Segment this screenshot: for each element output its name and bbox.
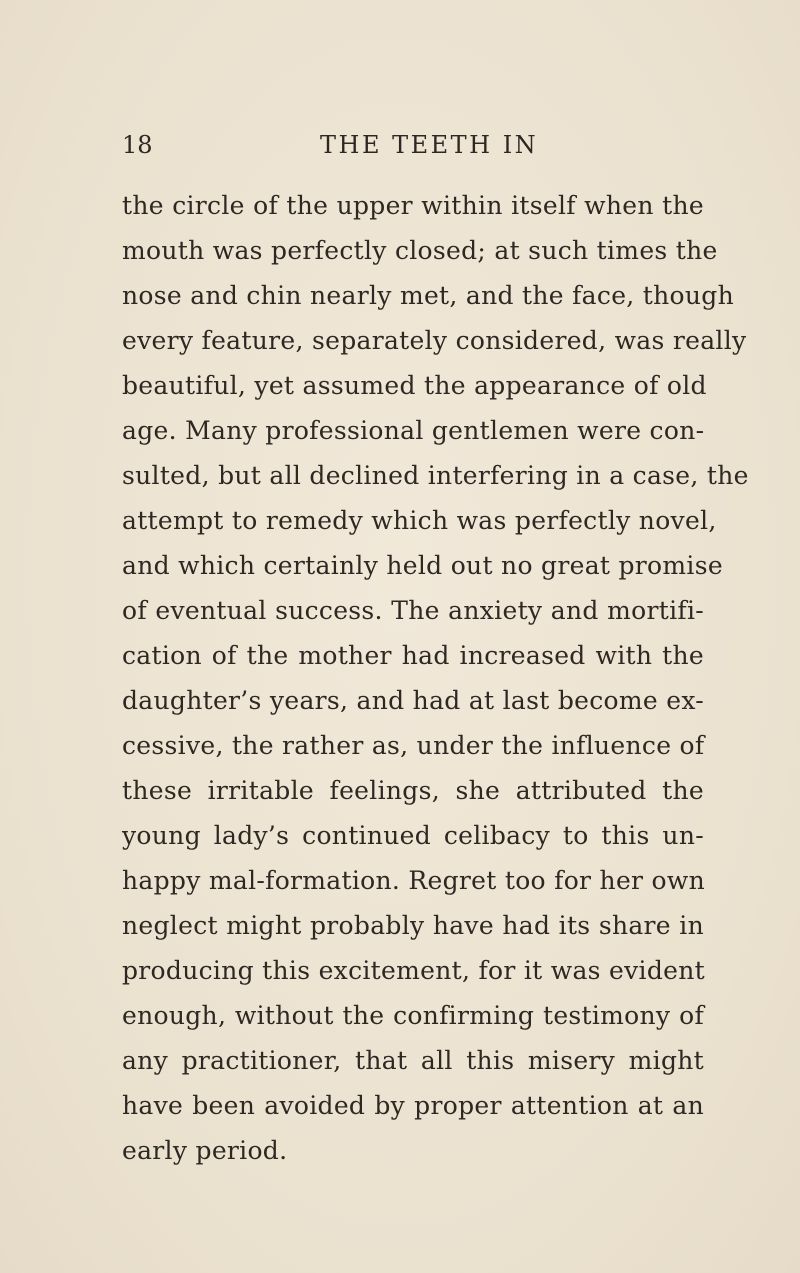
text-line: enough, without the confirming testimony of xyxy=(122,1001,704,1030)
text-line: early period. xyxy=(122,1136,288,1165)
text-line: nose and chin nearly met, and the face, though xyxy=(122,281,734,310)
text-line: these irritable feelings, she attributed the xyxy=(122,776,704,805)
text-line: producing this excitement, for it was evident xyxy=(122,956,705,985)
text-line: and which certainly held out no great promise xyxy=(122,551,723,580)
page-header xyxy=(122,128,702,162)
text-line: young lady’s continued celibacy to this un- xyxy=(122,821,704,850)
text-line: cation of the mother had increased with the xyxy=(122,641,704,670)
text-line: the circle of the upper within itself when the xyxy=(122,191,704,220)
text-line: mouth was perfectly closed; at such times the xyxy=(122,236,718,265)
text-line: neglect might probably have had its share in xyxy=(122,911,704,940)
running-title: THE TEETH IN xyxy=(320,131,539,159)
body-paragraph xyxy=(122,187,749,1177)
text-line: happy mal-formation. Regret too for her own xyxy=(122,866,705,895)
text-line: age. Many professional gentlemen were con- xyxy=(122,416,705,445)
text-line: attempt to remedy which was perfectly novel, xyxy=(122,506,717,535)
text-line: sulted, but all declined interfering in a case, the xyxy=(122,461,749,490)
text-line: of eventual success. The anxiety and mortifi- xyxy=(122,596,704,625)
text-line: cessive, the rather as, under the influence of xyxy=(122,731,705,760)
text-line: have been avoided by proper attention at an xyxy=(122,1091,704,1120)
text-line: every feature, separately considered, was really xyxy=(122,326,747,355)
text-line: beautiful, yet assumed the appearance of old xyxy=(122,371,707,400)
text-line: any practitioner, that all this misery might xyxy=(122,1046,704,1075)
text-line: daughter’s years, and had at last become ex- xyxy=(122,686,705,715)
page-number: 18 xyxy=(122,131,153,159)
